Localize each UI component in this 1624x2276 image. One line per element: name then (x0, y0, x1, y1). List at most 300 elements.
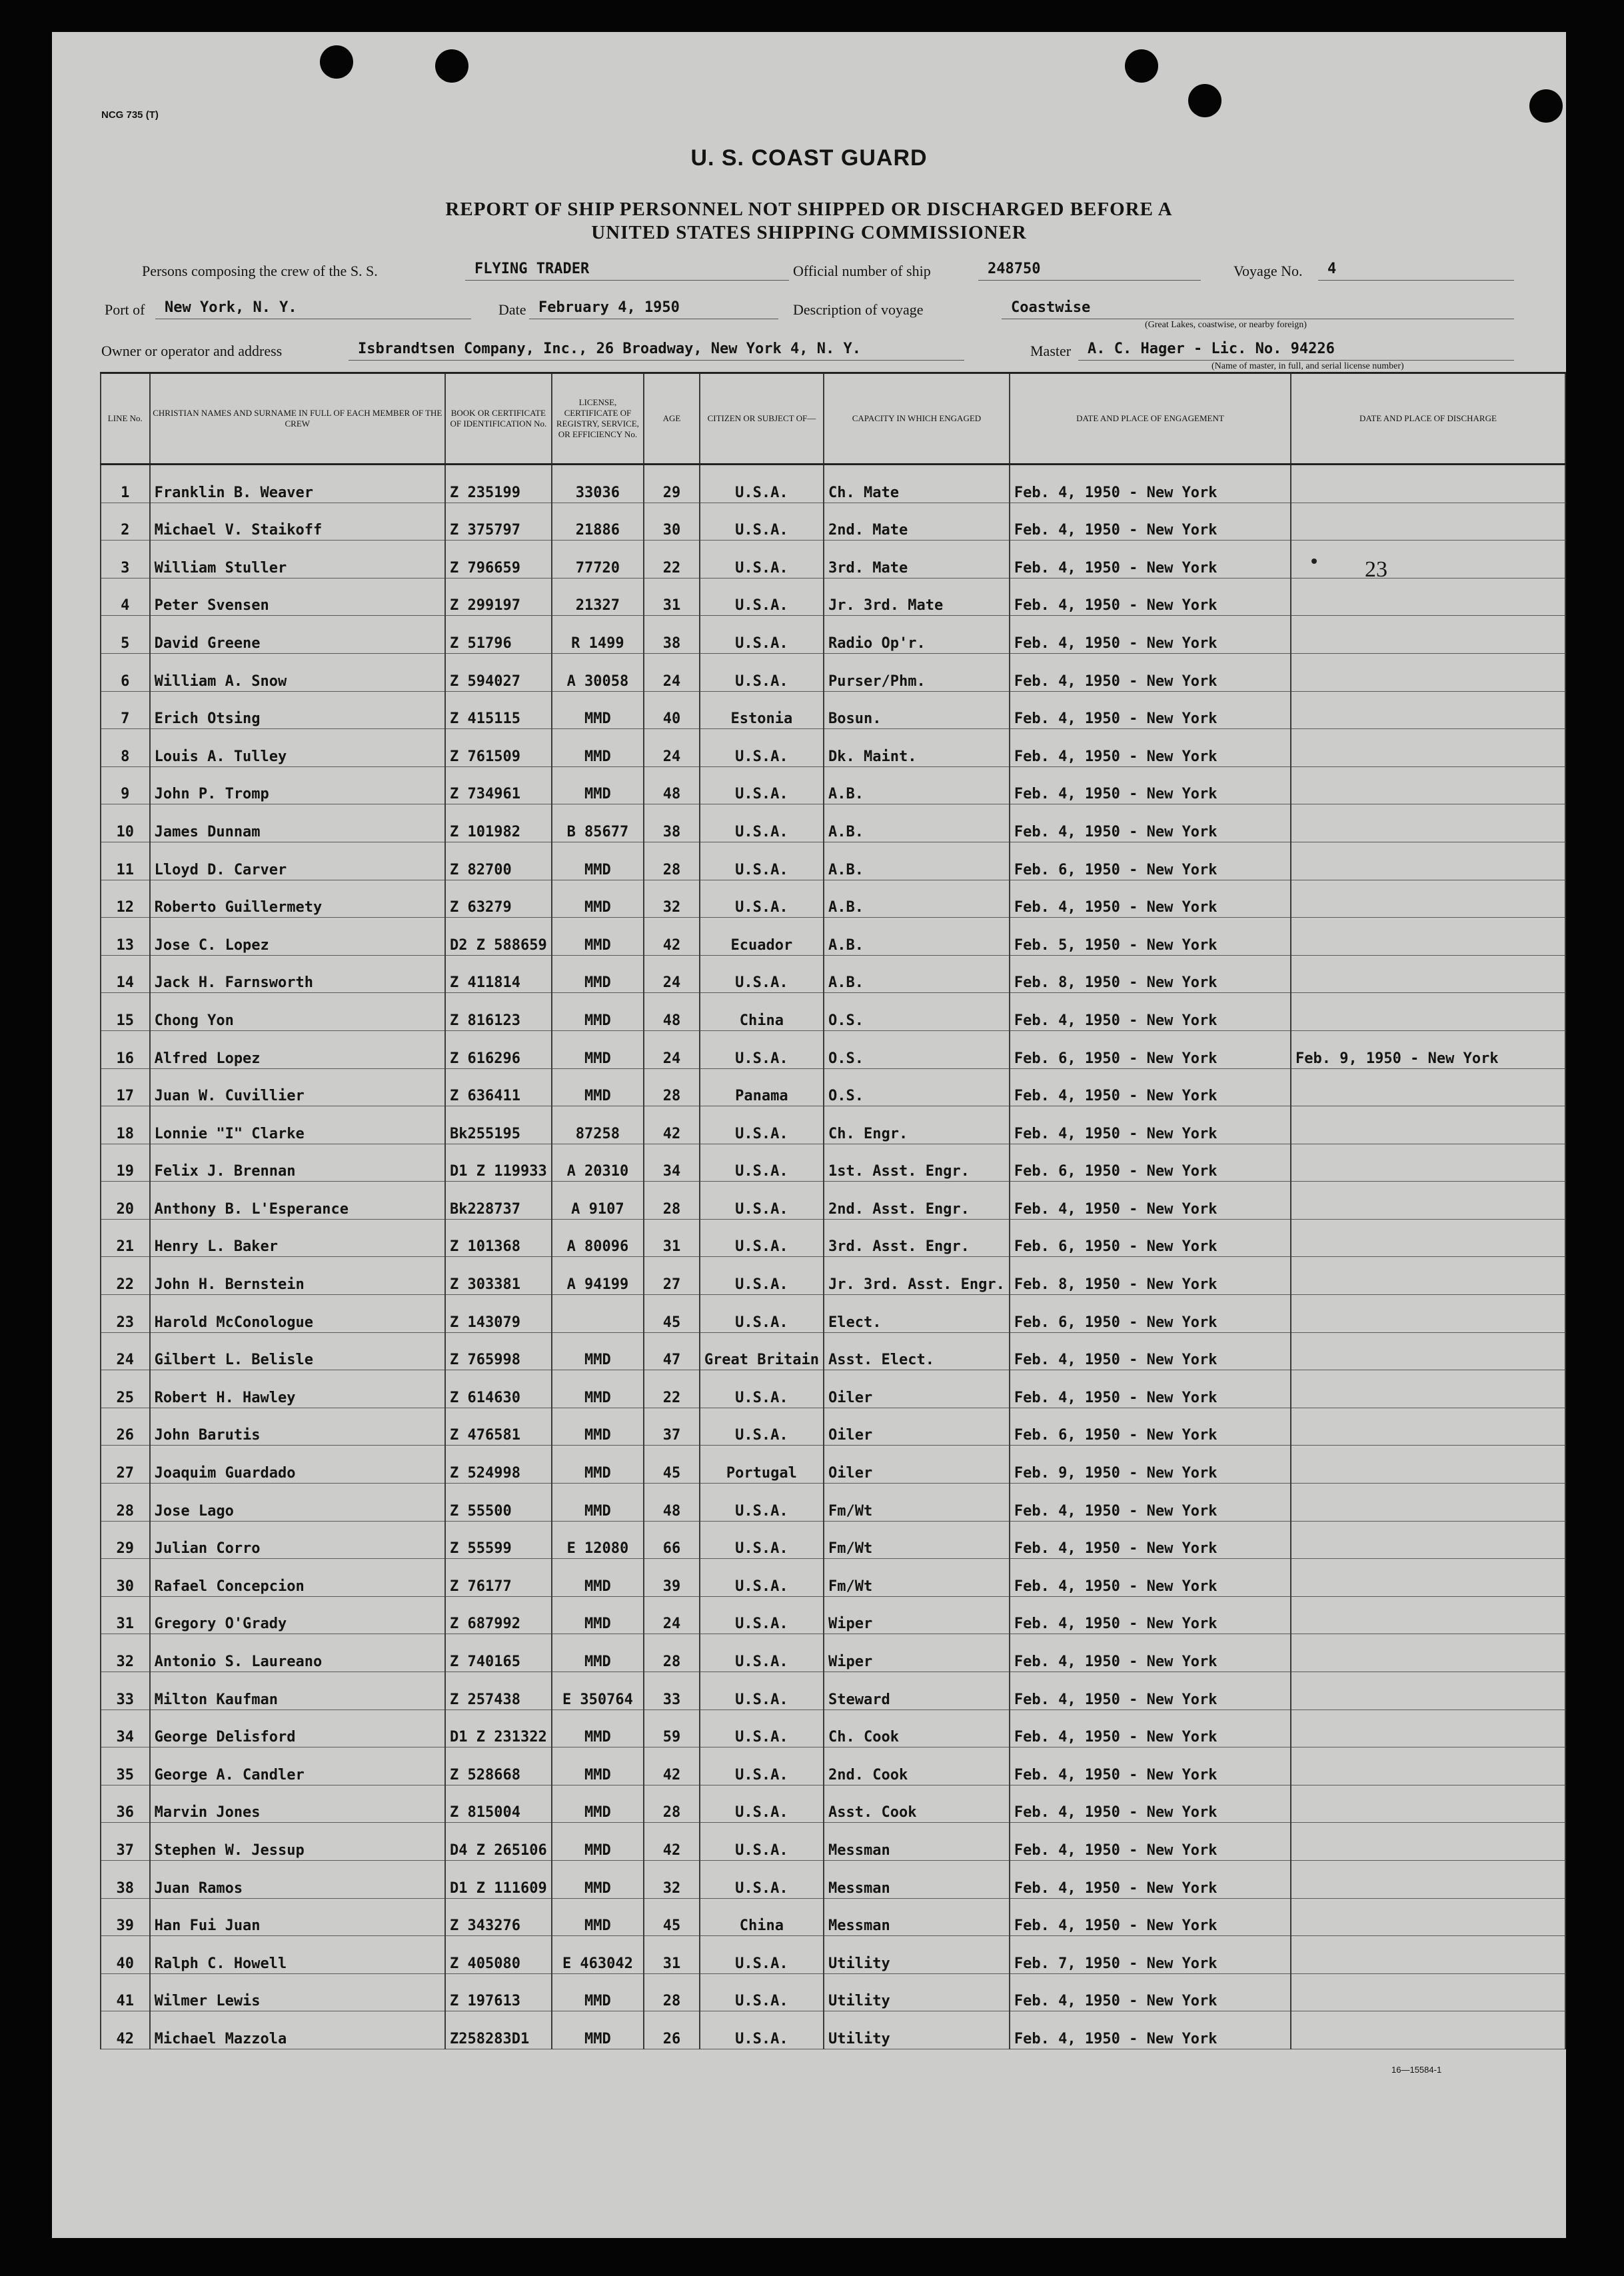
master-note: (Name of master, in full, and serial license number) (1212, 361, 1404, 371)
table-row (101, 1446, 1565, 1484)
crew-license-number: E 463042 (552, 1936, 644, 1974)
crew-discharge (1291, 766, 1565, 804)
crew-book-number: Z 343276 (445, 1898, 552, 1936)
crew-line-number: 6 (101, 653, 150, 691)
crew-discharge (1291, 1973, 1565, 2011)
crew-name: Franklin B. Weaver (150, 465, 445, 503)
crew-line-number: 11 (101, 842, 150, 880)
crew-license-number: MMD (552, 2011, 644, 2049)
table-row (101, 1596, 1565, 1634)
crew-license-number: MMD (552, 766, 644, 804)
crew-book-number: Z 528668 (445, 1747, 552, 1785)
crew-discharge (1291, 880, 1565, 918)
crew-book-number: Z 636411 (445, 1068, 552, 1106)
crew-table-body (101, 465, 1565, 2049)
col-header-citizen: CITIZEN OR SUBJECT OF— (700, 373, 824, 465)
table-row (101, 1936, 1565, 1974)
crew-citizenship: U.S.A. (700, 1257, 824, 1295)
crew-capacity: Utility (824, 1936, 1010, 1974)
crew-book-number: Z 299197 (445, 578, 552, 616)
crew-book-number: Z 235199 (445, 465, 552, 503)
crew-engagement: Feb. 6, 1950 - New York (1010, 842, 1291, 880)
crew-line-number: 42 (101, 2011, 150, 2049)
crew-license-number: A 30058 (552, 653, 644, 691)
crew-discharge (1291, 1484, 1565, 1522)
crew-license-number: A 9107 (552, 1182, 644, 1220)
crew-discharge (1291, 729, 1565, 767)
crew-citizenship: U.S.A. (700, 1370, 824, 1408)
master-label: Master (1030, 343, 1072, 359)
crew-age: 28 (644, 1068, 700, 1106)
report-title-line1: REPORT OF SHIP PERSONNEL NOT SHIPPED OR DISCHARGED BEFORE A (445, 199, 1173, 220)
crew-line-number: 40 (101, 1936, 150, 1974)
crew-age: 42 (644, 918, 700, 956)
col-header-age: AGE (644, 373, 700, 465)
crew-age: 45 (644, 1898, 700, 1936)
crew-capacity: A.B. (824, 804, 1010, 842)
crew-engagement: Feb. 4, 1950 - New York (1010, 1182, 1291, 1220)
crew-engagement: Feb. 4, 1950 - New York (1010, 729, 1291, 767)
crew-engagement: Feb. 4, 1950 - New York (1010, 616, 1291, 654)
crew-capacity: Fm/Wt (824, 1521, 1010, 1559)
document-sheet (52, 32, 1566, 2238)
crew-engagement: Feb. 4, 1950 - New York (1010, 1785, 1291, 1823)
crew-line-number: 15 (101, 993, 150, 1031)
crew-license-number: A 20310 (552, 1144, 644, 1182)
crew-engagement: Feb. 4, 1950 - New York (1010, 766, 1291, 804)
crew-book-number: Z 405080 (445, 1936, 552, 1974)
crew-name: Michael V. Staikoff (150, 503, 445, 541)
crew-engagement: Feb. 4, 1950 - New York (1010, 1973, 1291, 2011)
crew-license-number: 77720 (552, 541, 644, 578)
table-row (101, 1634, 1565, 1672)
table-row (101, 578, 1565, 616)
crew-license-number: B 85677 (552, 804, 644, 842)
punch-hole (320, 45, 353, 79)
table-row (101, 1106, 1565, 1144)
crew-book-number: D2 Z 588659 (445, 918, 552, 956)
crew-book-number: Z 765998 (445, 1332, 552, 1370)
crew-capacity: O.S. (824, 1030, 1010, 1068)
crew-capacity: Elect. (824, 1295, 1010, 1333)
crew-license-number: MMD (552, 1823, 644, 1861)
crew-line-number: 25 (101, 1370, 150, 1408)
description-label: Description of voyage (793, 301, 924, 318)
table-row (101, 1144, 1565, 1182)
crew-discharge (1291, 1144, 1565, 1182)
crew-line-number: 1 (101, 465, 150, 503)
table-row (101, 503, 1565, 541)
crew-age: 26 (644, 2011, 700, 2049)
crew-line-number: 30 (101, 1559, 150, 1597)
crew-book-number: Z 761509 (445, 729, 552, 767)
crew-citizenship: China (700, 993, 824, 1031)
crew-book-number: Z 257438 (445, 1672, 552, 1710)
crew-name: Juan Ramos (150, 1860, 445, 1898)
crew-capacity: Fm/Wt (824, 1559, 1010, 1597)
col-header-line-no: LINE No. (101, 373, 150, 465)
crew-line-number: 10 (101, 804, 150, 842)
crew-capacity: Radio Op'r. (824, 616, 1010, 654)
official-number-label: Official number of ship (793, 263, 931, 279)
crew-discharge (1291, 465, 1565, 503)
table-header-row (101, 373, 1565, 465)
crew-engagement: Feb. 4, 1950 - New York (1010, 1068, 1291, 1106)
crew-table (100, 372, 1566, 2049)
crew-capacity: A.B. (824, 880, 1010, 918)
crew-age: 28 (644, 1973, 700, 2011)
agency-heading: U. S. COAST GUARD (690, 145, 928, 171)
crew-age: 24 (644, 653, 700, 691)
crew-citizenship: U.S.A. (700, 766, 824, 804)
crew-citizenship: Ecuador (700, 918, 824, 956)
crew-book-number: Z 796659 (445, 541, 552, 578)
crew-license-number: MMD (552, 1785, 644, 1823)
crew-book-number: Z 687992 (445, 1596, 552, 1634)
crew-line-number: 37 (101, 1823, 150, 1861)
crew-name: Peter Svensen (150, 578, 445, 616)
crew-discharge (1291, 1672, 1565, 1710)
crew-license-number: 21886 (552, 503, 644, 541)
crew-age: 38 (644, 804, 700, 842)
crew-discharge (1291, 1785, 1565, 1823)
print-code: 16—15584-1 (1391, 2065, 1442, 2075)
crew-name: Jack H. Farnsworth (150, 955, 445, 993)
crew-engagement: Feb. 4, 1950 - New York (1010, 1596, 1291, 1634)
crew-line-number: 41 (101, 1973, 150, 2011)
crew-discharge (1291, 1521, 1565, 1559)
voyage-label: Voyage No. (1233, 263, 1303, 279)
crew-age: 28 (644, 1785, 700, 1823)
table-row (101, 1408, 1565, 1446)
crew-license-number: 21327 (552, 578, 644, 616)
crew-name: John H. Bernstein (150, 1257, 445, 1295)
crew-discharge (1291, 1295, 1565, 1333)
crew-line-number: 4 (101, 578, 150, 616)
crew-book-number: Z 524998 (445, 1446, 552, 1484)
crew-book-number: Z 63279 (445, 880, 552, 918)
crew-book-number: Z 55500 (445, 1484, 552, 1522)
crew-name: Erich Otsing (150, 691, 445, 729)
crew-citizenship: Great Britain (700, 1332, 824, 1370)
crew-license-number: A 94199 (552, 1257, 644, 1295)
crew-book-number: Z 415115 (445, 691, 552, 729)
crew-citizenship: U.S.A. (700, 1785, 824, 1823)
crew-name: Wilmer Lewis (150, 1973, 445, 2011)
crew-license-number: MMD (552, 1973, 644, 2011)
crew-name: Juan W. Cuvillier (150, 1068, 445, 1106)
crew-capacity: Bosun. (824, 691, 1010, 729)
crew-discharge (1291, 1408, 1565, 1446)
crew-age: 42 (644, 1823, 700, 1861)
table-row (101, 1219, 1565, 1257)
crew-age: 45 (644, 1446, 700, 1484)
crew-line-number: 16 (101, 1030, 150, 1068)
crew-capacity: A.B. (824, 955, 1010, 993)
crew-engagement: Feb. 6, 1950 - New York (1010, 1408, 1291, 1446)
crew-license-number: MMD (552, 1860, 644, 1898)
crew-age: 27 (644, 1257, 700, 1295)
voyage-number-field: 4 (1318, 260, 1514, 281)
crew-engagement: Feb. 4, 1950 - New York (1010, 1634, 1291, 1672)
crew-age: 24 (644, 955, 700, 993)
crew-license-number: MMD (552, 729, 644, 767)
crew-line-number: 7 (101, 691, 150, 729)
crew-capacity: 2nd. Asst. Engr. (824, 1182, 1010, 1220)
crew-line-number: 20 (101, 1182, 150, 1220)
crew-engagement: Feb. 4, 1950 - New York (1010, 1106, 1291, 1144)
crew-capacity: Dk. Maint. (824, 729, 1010, 767)
crew-engagement: Feb. 4, 1950 - New York (1010, 1709, 1291, 1747)
crew-age: 38 (644, 616, 700, 654)
crew-name: Joaquim Guardado (150, 1446, 445, 1484)
crew-age: 40 (644, 691, 700, 729)
crew-line-number: 2 (101, 503, 150, 541)
crew-license-number: 87258 (552, 1106, 644, 1144)
crew-engagement: Feb. 8, 1950 - New York (1010, 955, 1291, 993)
date-field: February 4, 1950 (529, 299, 778, 319)
table-row (101, 653, 1565, 691)
crew-discharge (1291, 1182, 1565, 1220)
crew-age: 42 (644, 1106, 700, 1144)
crew-engagement: Feb. 4, 1950 - New York (1010, 1370, 1291, 1408)
crew-citizenship: U.S.A. (700, 1634, 824, 1672)
crew-citizenship: U.S.A. (700, 2011, 824, 2049)
crew-name: David Greene (150, 616, 445, 654)
crew-age: 30 (644, 503, 700, 541)
crew-citizenship: U.S.A. (700, 1408, 824, 1446)
crew-capacity: Ch. Engr. (824, 1106, 1010, 1144)
crew-book-number: Z 616296 (445, 1030, 552, 1068)
crew-book-number: Z 816123 (445, 993, 552, 1031)
crew-capacity: 1st. Asst. Engr. (824, 1144, 1010, 1182)
crew-engagement: Feb. 4, 1950 - New York (1010, 1484, 1291, 1522)
crew-engagement: Feb. 6, 1950 - New York (1010, 1219, 1291, 1257)
crew-capacity: Oiler (824, 1446, 1010, 1484)
crew-line-number: 32 (101, 1634, 150, 1672)
crew-discharge (1291, 1898, 1565, 1936)
crew-line-number: 18 (101, 1106, 150, 1144)
ink-dot (1311, 559, 1317, 564)
form-code: NCG 735 (T) (101, 109, 159, 121)
crew-capacity: Messman (824, 1898, 1010, 1936)
crew-book-number: Z 101982 (445, 804, 552, 842)
official-number-field: 248750 (978, 260, 1201, 281)
punch-hole (1125, 49, 1158, 83)
crew-license-number (552, 1295, 644, 1333)
crew-age: 28 (644, 842, 700, 880)
crew-capacity: Oiler (824, 1370, 1010, 1408)
crew-citizenship: U.S.A. (700, 804, 824, 842)
crew-engagement: Feb. 4, 1950 - New York (1010, 503, 1291, 541)
crew-age: 48 (644, 1484, 700, 1522)
crew-line-number: 26 (101, 1408, 150, 1446)
crew-license-number: MMD (552, 918, 644, 956)
crew-citizenship: U.S.A. (700, 729, 824, 767)
table-row (101, 465, 1565, 503)
crew-capacity: Wiper (824, 1634, 1010, 1672)
table-row (101, 2011, 1565, 2049)
crew-engagement: Feb. 4, 1950 - New York (1010, 1559, 1291, 1597)
crew-age: 31 (644, 1219, 700, 1257)
crew-license-number: MMD (552, 1370, 644, 1408)
crew-book-number: D1 Z 231322 (445, 1709, 552, 1747)
crew-engagement: Feb. 9, 1950 - New York (1010, 1446, 1291, 1484)
crew-capacity: Messman (824, 1823, 1010, 1861)
report-title-line2: UNITED STATES SHIPPING COMMISSIONER (591, 222, 1027, 243)
crew-book-number: Z 143079 (445, 1295, 552, 1333)
crew-age: 59 (644, 1709, 700, 1747)
crew-license-number: MMD (552, 880, 644, 918)
crew-name: Felix J. Brennan (150, 1144, 445, 1182)
crew-book-number: Z 76177 (445, 1559, 552, 1597)
crew-line-number: 8 (101, 729, 150, 767)
crew-capacity: Utility (824, 1973, 1010, 2011)
crew-citizenship: U.S.A. (700, 1295, 824, 1333)
crew-citizenship: Portugal (700, 1446, 824, 1484)
crew-name: John Barutis (150, 1408, 445, 1446)
crew-discharge (1291, 1446, 1565, 1484)
crew-engagement: Feb. 4, 1950 - New York (1010, 1823, 1291, 1861)
crew-book-number: Z 734961 (445, 766, 552, 804)
crew-license-number: MMD (552, 1596, 644, 1634)
crew-capacity: A.B. (824, 918, 1010, 956)
crew-discharge (1291, 541, 1565, 578)
crew-line-number: 38 (101, 1860, 150, 1898)
crew-citizenship: Panama (700, 1068, 824, 1106)
crew-engagement: Feb. 4, 1950 - New York (1010, 1332, 1291, 1370)
crew-book-number: Z 594027 (445, 653, 552, 691)
table-row (101, 1257, 1565, 1295)
crew-name: Julian Corro (150, 1521, 445, 1559)
crew-line-number: 19 (101, 1144, 150, 1182)
crew-name: Antonio S. Laureano (150, 1634, 445, 1672)
punch-hole (1188, 84, 1221, 117)
crew-capacity: Messman (824, 1860, 1010, 1898)
crew-age: 22 (644, 1370, 700, 1408)
crew-age: 24 (644, 729, 700, 767)
crew-discharge (1291, 1823, 1565, 1861)
crew-citizenship: U.S.A. (700, 653, 824, 691)
crew-book-number: D1 Z 119933 (445, 1144, 552, 1182)
crew-book-number: Z 55599 (445, 1521, 552, 1559)
crew-license-number: MMD (552, 1408, 644, 1446)
crew-book-number: Z 375797 (445, 503, 552, 541)
crew-name: John P. Tromp (150, 766, 445, 804)
crew-discharge (1291, 1332, 1565, 1370)
crew-line-number: 35 (101, 1747, 150, 1785)
description-note: (Great Lakes, coastwise, or nearby foreign) (1145, 320, 1307, 330)
crew-capacity: Steward (824, 1672, 1010, 1710)
table-row (101, 918, 1565, 956)
col-header-book: BOOK OR CERTIFICATE OF IDENTIFICATION No. (445, 373, 552, 465)
crew-line-number: 5 (101, 616, 150, 654)
crew-capacity: Oiler (824, 1408, 1010, 1446)
crew-engagement: Feb. 4, 1950 - New York (1010, 1521, 1291, 1559)
crew-line-number: 3 (101, 541, 150, 578)
crew-age: 48 (644, 766, 700, 804)
crew-engagement: Feb. 4, 1950 - New York (1010, 541, 1291, 578)
margin-note: 23 (1365, 557, 1387, 582)
crew-license-number: MMD (552, 1709, 644, 1747)
crew-name: Stephen W. Jessup (150, 1823, 445, 1861)
crew-capacity: Asst. Elect. (824, 1332, 1010, 1370)
table-row (101, 1898, 1565, 1936)
crew-name: Michael Mazzola (150, 2011, 445, 2049)
crew-name: Henry L. Baker (150, 1219, 445, 1257)
crew-citizenship: U.S.A. (700, 578, 824, 616)
crew-book-number: Z258283D1 (445, 2011, 552, 2049)
table-row (101, 766, 1565, 804)
crew-book-number: Z 51796 (445, 616, 552, 654)
crew-age: 39 (644, 1559, 700, 1597)
port-label: Port of (105, 301, 145, 318)
crew-book-number: Z 411814 (445, 955, 552, 993)
table-row (101, 993, 1565, 1031)
table-row (101, 691, 1565, 729)
crew-citizenship: U.S.A. (700, 1030, 824, 1068)
crew-engagement: Feb. 6, 1950 - New York (1010, 1295, 1291, 1333)
crew-name: Robert H. Hawley (150, 1370, 445, 1408)
crew-license-number: MMD (552, 1559, 644, 1597)
crew-discharge (1291, 1559, 1565, 1597)
crew-citizenship: U.S.A. (700, 541, 824, 578)
crew-book-number: Z 740165 (445, 1634, 552, 1672)
crew-name: Ralph C. Howell (150, 1936, 445, 1974)
crew-license-number: MMD (552, 842, 644, 880)
crew-age: 22 (644, 541, 700, 578)
crew-engagement: Feb. 6, 1950 - New York (1010, 1144, 1291, 1182)
crew-license-number: A 80096 (552, 1219, 644, 1257)
crew-name: Chong Yon (150, 993, 445, 1031)
crew-engagement: Feb. 4, 1950 - New York (1010, 1747, 1291, 1785)
crew-discharge: Feb. 9, 1950 - New York (1291, 1030, 1565, 1068)
crew-capacity: Utility (824, 2011, 1010, 2049)
crew-line-number: 36 (101, 1785, 150, 1823)
date-label: Date (498, 301, 526, 318)
crew-book-number: Z 101368 (445, 1219, 552, 1257)
crew-engagement: Feb. 4, 1950 - New York (1010, 2011, 1291, 2049)
table-row (101, 804, 1565, 842)
crew-citizenship: U.S.A. (700, 842, 824, 880)
crew-license-number: MMD (552, 1030, 644, 1068)
crew-line-number: 21 (101, 1219, 150, 1257)
crew-citizenship: U.S.A. (700, 1596, 824, 1634)
crew-license-number: 33036 (552, 465, 644, 503)
crew-line-number: 24 (101, 1332, 150, 1370)
crew-age: 28 (644, 1634, 700, 1672)
crew-discharge (1291, 691, 1565, 729)
crew-capacity: O.S. (824, 1068, 1010, 1106)
crew-line-number: 28 (101, 1484, 150, 1522)
crew-engagement: Feb. 4, 1950 - New York (1010, 1898, 1291, 1936)
crew-age: 45 (644, 1295, 700, 1333)
crew-citizenship: China (700, 1898, 824, 1936)
table-row (101, 1182, 1565, 1220)
crew-engagement: Feb. 8, 1950 - New York (1010, 1257, 1291, 1295)
crew-license-number: MMD (552, 1446, 644, 1484)
crew-discharge (1291, 1709, 1565, 1747)
crew-citizenship: U.S.A. (700, 1709, 824, 1747)
crew-age: 32 (644, 880, 700, 918)
table-row (101, 1484, 1565, 1522)
crew-discharge (1291, 1936, 1565, 1974)
crew-age: 31 (644, 1936, 700, 1974)
crew-discharge (1291, 918, 1565, 956)
crew-engagement: Feb. 4, 1950 - New York (1010, 880, 1291, 918)
crew-age: 31 (644, 578, 700, 616)
crew-capacity: Ch. Mate (824, 465, 1010, 503)
